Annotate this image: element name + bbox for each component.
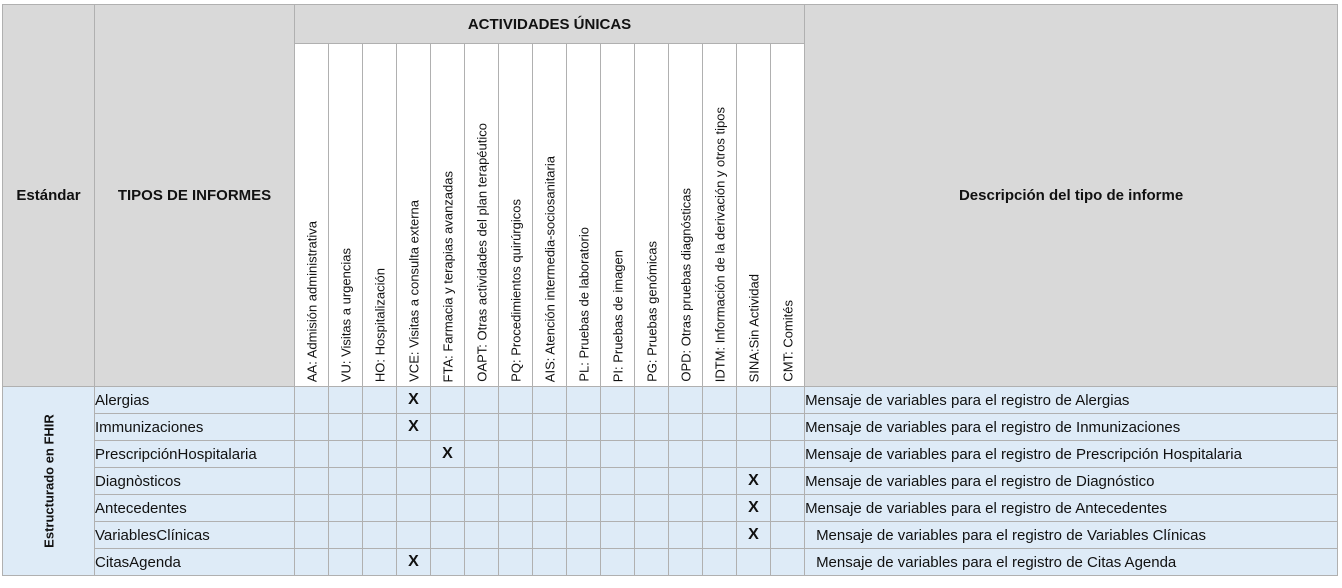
tipo-informe-cell: Diagnòsticos xyxy=(95,468,295,495)
activity-mark-cell xyxy=(771,387,805,414)
activity-mark-cell xyxy=(703,495,737,522)
activity-mark-cell xyxy=(363,387,397,414)
activity-mark-cell xyxy=(295,441,329,468)
activity-label: PL: Pruebas de laboratorio xyxy=(576,227,591,382)
activity-mark-cell xyxy=(601,549,635,576)
table-row xyxy=(3,495,1338,522)
table-row xyxy=(3,522,1338,549)
activity-mark-cell xyxy=(431,549,465,576)
standard-cell xyxy=(3,387,95,576)
activity-header xyxy=(363,44,397,387)
activity-mark-cell xyxy=(669,441,703,468)
activity-mark-cell: X xyxy=(737,522,771,549)
activity-mark-cell xyxy=(601,468,635,495)
activity-mark-cell xyxy=(465,387,499,414)
activity-mark-cell xyxy=(397,468,431,495)
activity-mark-cell xyxy=(771,441,805,468)
activity-mark-cell: X xyxy=(431,441,465,468)
activity-mark-cell xyxy=(567,414,601,441)
activity-mark-cell xyxy=(635,495,669,522)
activity-mark-cell xyxy=(499,414,533,441)
activity-mark-cell xyxy=(363,522,397,549)
activity-mark-cell xyxy=(533,522,567,549)
activity-mark-cell xyxy=(431,522,465,549)
activity-mark-cell xyxy=(737,414,771,441)
activity-mark-cell xyxy=(601,387,635,414)
header-descripcion: Descripción del tipo de informe xyxy=(805,5,1338,387)
activity-mark-cell xyxy=(465,441,499,468)
activity-mark-cell xyxy=(703,414,737,441)
activity-label: VU: Visitas a urgencias xyxy=(338,247,353,382)
activity-mark-cell xyxy=(329,387,363,414)
activity-mark-cell: X xyxy=(397,414,431,441)
standard-label: Estructurado en FHIR xyxy=(41,414,56,548)
activity-mark-cell xyxy=(669,387,703,414)
activity-label: AA: Admisión administrativa xyxy=(304,220,319,382)
activity-mark-cell: X xyxy=(737,495,771,522)
activity-mark-cell xyxy=(669,414,703,441)
descripcion-cell: Mensaje de variables para el registro de Inmunizaciones xyxy=(805,414,1338,441)
activity-mark-cell xyxy=(329,522,363,549)
tipo-informe-cell: Alergias xyxy=(95,387,295,414)
activity-mark-cell xyxy=(295,495,329,522)
activity-header xyxy=(397,44,431,387)
activity-mark-cell xyxy=(397,495,431,522)
activity-mark-cell xyxy=(499,387,533,414)
descripcion-cell: Mensaje de variables para el registro de Variables Clínicas xyxy=(805,522,1338,549)
activity-mark-cell: X xyxy=(737,468,771,495)
activity-header xyxy=(295,44,329,387)
activity-mark-cell: X xyxy=(397,549,431,576)
activity-mark-cell xyxy=(703,441,737,468)
activity-label: CMT: Comités xyxy=(780,300,796,382)
activity-mark-cell xyxy=(397,441,431,468)
activity-mark-cell xyxy=(329,441,363,468)
activity-mark-cell xyxy=(567,441,601,468)
activity-mark-cell xyxy=(703,549,737,576)
activity-mark-cell xyxy=(771,522,805,549)
activity-label: SINA:Sin Actividad xyxy=(746,273,761,382)
tipo-informe-cell: PrescripciónHospitalaria xyxy=(95,441,295,468)
activity-mark-cell xyxy=(601,414,635,441)
activity-mark-cell xyxy=(601,522,635,549)
activity-mark-cell xyxy=(567,549,601,576)
activity-header xyxy=(635,44,669,387)
activity-label: HO: Hospitalización xyxy=(372,267,387,382)
activity-mark-cell xyxy=(737,549,771,576)
activity-mark-cell xyxy=(295,387,329,414)
activity-mark-cell xyxy=(465,495,499,522)
descripcion-cell: Mensaje de variables para el registro de Citas Agenda xyxy=(805,549,1338,576)
activity-mark-cell xyxy=(567,522,601,549)
activity-mark-cell xyxy=(533,549,567,576)
activity-mark-cell xyxy=(703,522,737,549)
activity-label: OAPT: Otras actividades del plan terapéutico xyxy=(474,123,489,382)
activity-header xyxy=(771,44,805,387)
activity-mark-cell xyxy=(363,549,397,576)
activity-mark-cell xyxy=(499,522,533,549)
activity-mark-cell xyxy=(635,468,669,495)
activity-mark-cell xyxy=(771,495,805,522)
activity-mark-cell xyxy=(635,441,669,468)
activity-mark-cell xyxy=(465,522,499,549)
activity-mark-cell xyxy=(533,495,567,522)
activity-mark-cell xyxy=(295,522,329,549)
activity-mark-cell xyxy=(771,549,805,576)
activity-header xyxy=(601,44,635,387)
activity-mark-cell xyxy=(533,387,567,414)
activity-mark-cell xyxy=(329,414,363,441)
activity-mark-cell: X xyxy=(397,387,431,414)
activity-mark-cell xyxy=(601,495,635,522)
activity-mark-cell xyxy=(499,441,533,468)
activity-label: IDTM: Información de la derivación y otros tipos xyxy=(712,106,727,382)
activity-mark-cell xyxy=(465,549,499,576)
activity-mark-cell xyxy=(533,414,567,441)
table-row xyxy=(3,387,1338,414)
activity-label: PQ: Procedimientos quirúrgicos xyxy=(508,199,523,382)
table-row xyxy=(3,441,1338,468)
table-row xyxy=(3,549,1338,576)
header-estandar: Estándar xyxy=(3,5,95,387)
descripcion-cell: Mensaje de variables para el registro de Antecedentes xyxy=(805,495,1338,522)
activity-label: OPD: Otras pruebas diagnósticas xyxy=(678,188,693,382)
tipo-informe-cell: Immunizaciones xyxy=(95,414,295,441)
tipo-informe-cell: VariablesClínicas xyxy=(95,522,295,549)
activity-label: PG: Pruebas genómicas xyxy=(644,241,659,382)
activity-mark-cell xyxy=(329,468,363,495)
descripcion-cell: Mensaje de variables para el registro de Diagnóstico xyxy=(805,468,1338,495)
activity-header xyxy=(533,44,567,387)
activity-mark-cell xyxy=(669,549,703,576)
activity-mark-cell xyxy=(635,387,669,414)
activity-header xyxy=(567,44,601,387)
tipo-informe-cell: CitasAgenda xyxy=(95,549,295,576)
activity-mark-cell xyxy=(363,495,397,522)
activity-mark-cell xyxy=(703,468,737,495)
activity-label: FTA: Farmacia y terapias avanzadas xyxy=(440,170,455,382)
activity-header xyxy=(329,44,363,387)
activity-mark-cell xyxy=(295,549,329,576)
descripcion-cell: Mensaje de variables para el registro de Alergias xyxy=(805,387,1338,414)
activity-mark-cell xyxy=(431,387,465,414)
activity-mark-cell xyxy=(363,468,397,495)
activity-mark-cell xyxy=(499,549,533,576)
tipo-informe-cell: Antecedentes xyxy=(95,495,295,522)
activity-mark-cell xyxy=(431,495,465,522)
activity-mark-cell xyxy=(771,468,805,495)
activity-mark-cell xyxy=(771,414,805,441)
activity-mark-cell xyxy=(737,387,771,414)
activity-label: PI: Pruebas de imagen xyxy=(610,249,625,382)
activity-header xyxy=(431,44,465,387)
descripcion-cell: Mensaje de variables para el registro de Prescripción Hospitalaria xyxy=(805,441,1338,468)
activity-header xyxy=(669,44,703,387)
activity-mark-cell xyxy=(635,522,669,549)
activity-mark-cell xyxy=(533,468,567,495)
activity-mark-cell xyxy=(669,522,703,549)
table-row xyxy=(3,414,1338,441)
activity-mark-cell xyxy=(635,414,669,441)
activity-mark-cell xyxy=(465,414,499,441)
activity-mark-cell xyxy=(329,549,363,576)
activity-mark-cell xyxy=(363,441,397,468)
activity-mark-cell xyxy=(295,468,329,495)
header-actividades-unicas: ACTIVIDADES ÚNICAS xyxy=(295,5,805,44)
activity-mark-cell xyxy=(601,441,635,468)
activity-mark-cell xyxy=(533,441,567,468)
activity-mark-cell xyxy=(295,414,329,441)
activity-mark-cell xyxy=(499,468,533,495)
activity-mark-cell xyxy=(737,441,771,468)
activity-mark-cell xyxy=(703,387,737,414)
activity-mark-cell xyxy=(465,468,499,495)
activity-mark-cell xyxy=(431,414,465,441)
activity-header xyxy=(737,44,771,387)
activity-mark-cell xyxy=(567,387,601,414)
activity-mark-cell xyxy=(669,495,703,522)
table-row xyxy=(3,468,1338,495)
activity-label: VCE: Visitas a consulta externa xyxy=(406,200,421,382)
informes-table xyxy=(2,4,1338,576)
activity-mark-cell xyxy=(635,549,669,576)
activity-header xyxy=(499,44,533,387)
header-tipos-informes: TIPOS DE INFORMES xyxy=(95,5,295,387)
activity-header xyxy=(703,44,737,387)
activity-mark-cell xyxy=(329,495,363,522)
activity-mark-cell xyxy=(431,468,465,495)
activity-mark-cell xyxy=(567,468,601,495)
activity-label: AIS: Atención intermedia-sociosanitaria xyxy=(542,155,557,382)
activity-mark-cell xyxy=(567,495,601,522)
activity-mark-cell xyxy=(499,495,533,522)
activity-mark-cell xyxy=(363,414,397,441)
activity-header xyxy=(465,44,499,387)
activity-mark-cell xyxy=(669,468,703,495)
activity-mark-cell xyxy=(397,522,431,549)
